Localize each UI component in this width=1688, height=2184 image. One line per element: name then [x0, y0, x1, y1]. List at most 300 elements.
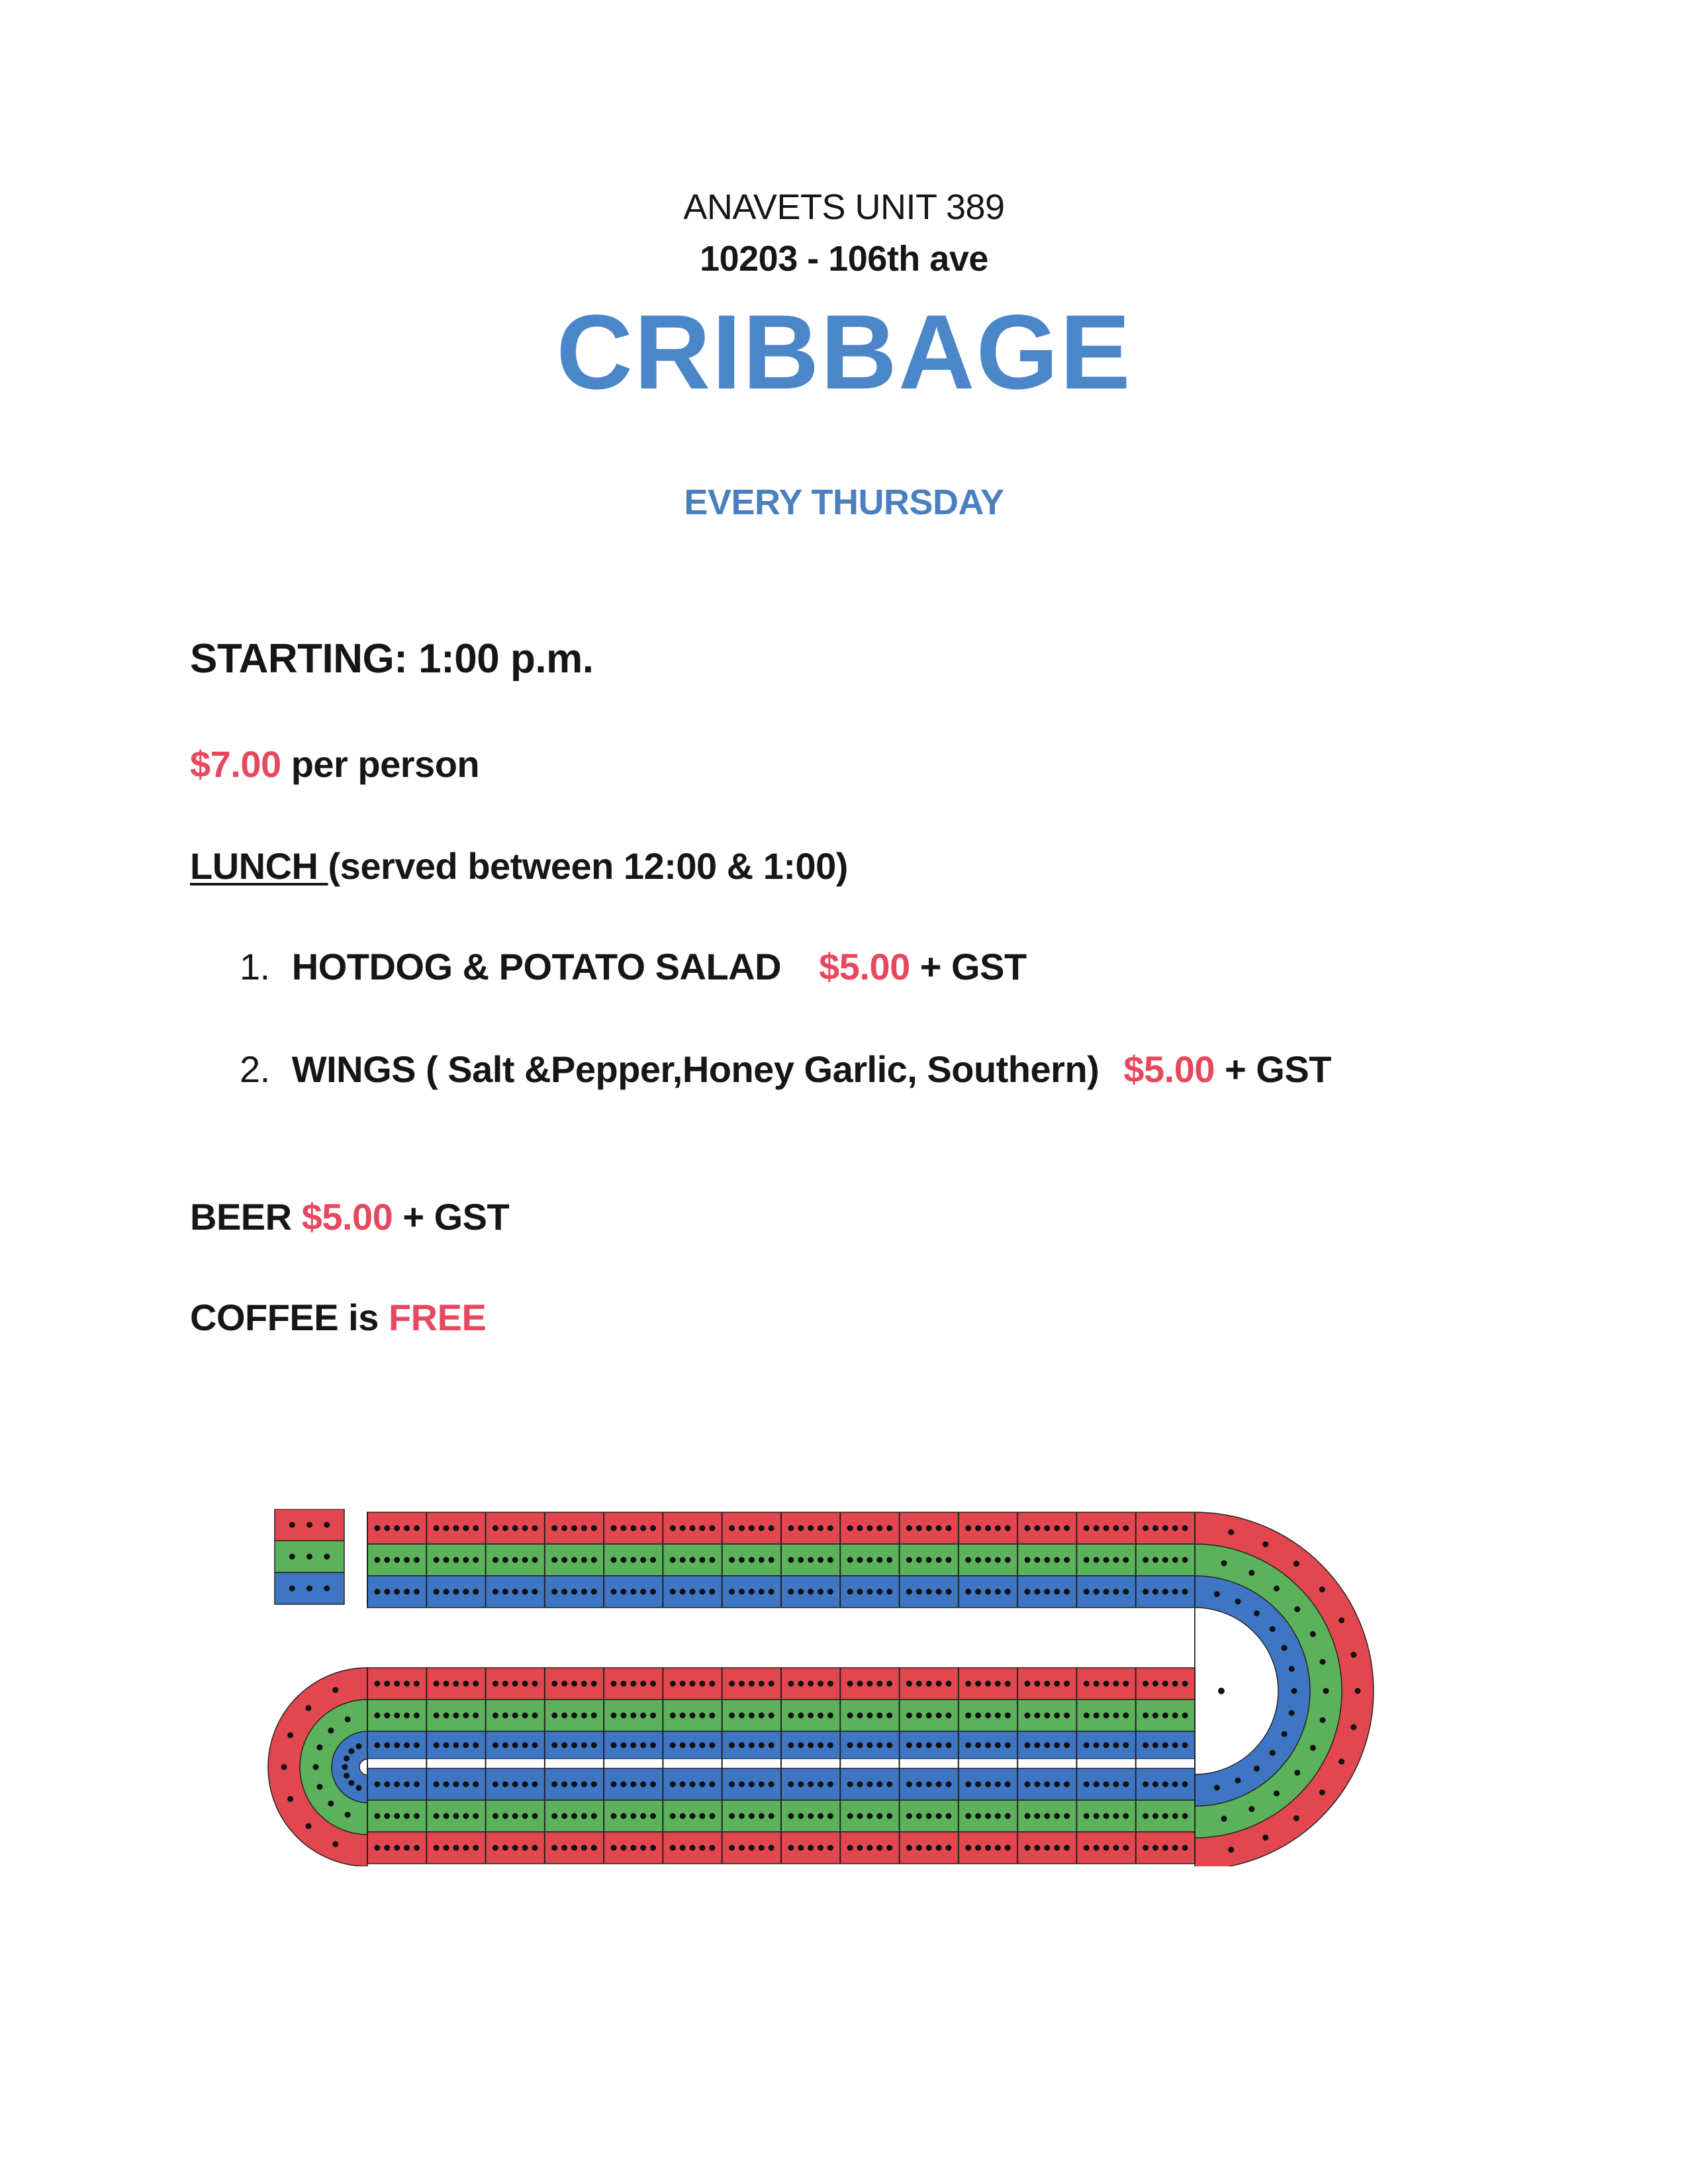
board-hole: [1320, 1717, 1326, 1723]
board-hole: [591, 1589, 597, 1595]
board-hole: [1172, 1845, 1178, 1851]
board-hole: [1152, 1681, 1158, 1687]
board-hole: [739, 1681, 745, 1687]
board-hole: [739, 1713, 745, 1719]
board-hole: [985, 1557, 991, 1563]
board-hole: [1094, 1557, 1100, 1563]
board-hole: [571, 1589, 577, 1595]
board-hole: [709, 1589, 715, 1595]
board-hole: [620, 1813, 626, 1819]
board-hole: [690, 1813, 696, 1819]
board-hole: [394, 1713, 400, 1719]
board-hole: [473, 1743, 479, 1749]
board-hole: [1005, 1782, 1011, 1788]
menu-item-price: $5.00: [1123, 1048, 1215, 1090]
board-hole: [532, 1589, 538, 1595]
board-hole: [1123, 1589, 1129, 1595]
board-hole: [876, 1713, 882, 1719]
board-hole: [1103, 1589, 1109, 1595]
board-hole: [916, 1713, 922, 1719]
board-hole: [313, 1764, 319, 1770]
board-hole: [876, 1589, 882, 1595]
board-hole: [650, 1845, 656, 1851]
board-hole: [630, 1713, 636, 1719]
board-hole: [739, 1845, 745, 1851]
board-hole: [512, 1813, 518, 1819]
board-hole: [886, 1743, 892, 1749]
board-hole: [690, 1743, 696, 1749]
board-hole: [857, 1525, 863, 1531]
board-hole: [620, 1782, 626, 1788]
org-name: ANAVETS UNIT 389: [683, 187, 1005, 227]
board-hole: [332, 1841, 338, 1847]
board-hole: [769, 1743, 774, 1749]
board-hole: [1152, 1557, 1158, 1563]
board-hole: [995, 1713, 1001, 1719]
board-hole: [1355, 1688, 1361, 1694]
board-hole: [414, 1782, 420, 1788]
board-hole: [640, 1557, 646, 1563]
board-hole: [591, 1713, 597, 1719]
board-hole: [1270, 1626, 1276, 1632]
board-hole: [906, 1525, 912, 1531]
board-hole: [453, 1782, 459, 1788]
board-hole: [414, 1743, 420, 1749]
board-hole: [1054, 1589, 1060, 1595]
board-hole: [906, 1845, 912, 1851]
board-hole: [1143, 1589, 1149, 1595]
board-hole: [1248, 1806, 1254, 1812]
board-hole: [827, 1681, 833, 1687]
coffee-label: COFFEE is: [190, 1297, 379, 1338]
board-hole: [561, 1713, 567, 1719]
board-hole: [709, 1713, 715, 1719]
cribbage-board-icon: [238, 1509, 1403, 1866]
board-hole: [1025, 1813, 1031, 1819]
board-hole: [788, 1782, 794, 1788]
board-hole: [1143, 1713, 1149, 1719]
board-hole: [759, 1713, 765, 1719]
board-hole: [985, 1713, 991, 1719]
board-hole: [453, 1743, 459, 1749]
lunch-label: LUNCH: [190, 845, 328, 887]
board-hole: [1235, 1778, 1241, 1784]
board-hole: [985, 1813, 991, 1819]
board-hole: [1025, 1713, 1031, 1719]
board-hole: [287, 1732, 293, 1738]
board-hole: [611, 1713, 617, 1719]
board-hole: [886, 1813, 892, 1819]
board-hole: [620, 1525, 626, 1531]
board-hole: [945, 1681, 951, 1687]
board-hole: [1182, 1525, 1188, 1531]
board-hole: [1034, 1713, 1040, 1719]
board-hole: [581, 1813, 587, 1819]
board-hole: [827, 1525, 833, 1531]
board-hole: [945, 1557, 951, 1563]
board-hole: [699, 1813, 705, 1819]
board-hole: [739, 1782, 745, 1788]
board-hole: [886, 1713, 892, 1719]
board-hole: [808, 1813, 814, 1819]
board-hole: [818, 1681, 823, 1687]
board-hole: [571, 1713, 577, 1719]
board-hole: [581, 1713, 587, 1719]
board-hole: [434, 1845, 440, 1851]
menu-item: [240, 1048, 1331, 1091]
board-hole: [444, 1589, 449, 1595]
board-hole: [1084, 1845, 1090, 1851]
board-hole: [1123, 1813, 1129, 1819]
board-hole: [463, 1681, 469, 1687]
board-hole: [1162, 1743, 1168, 1749]
board-hole: [1162, 1845, 1168, 1851]
board-hole: [886, 1845, 892, 1851]
board-hole: [1054, 1813, 1060, 1819]
board-hole: [1293, 1815, 1299, 1821]
board-hole: [926, 1743, 932, 1749]
board-hole: [906, 1743, 912, 1749]
board-hole: [591, 1557, 597, 1563]
board-hole: [906, 1557, 912, 1563]
board-hole: [374, 1525, 380, 1531]
board-hole: [749, 1681, 755, 1687]
board-hole: [818, 1557, 823, 1563]
board-hole: [444, 1813, 449, 1819]
board-hole: [1094, 1782, 1100, 1788]
board-hole: [344, 1773, 350, 1779]
board-hole: [788, 1813, 794, 1819]
board-hole: [749, 1845, 755, 1851]
board-hole: [551, 1743, 557, 1749]
board-hole: [729, 1713, 735, 1719]
board-hole: [1172, 1713, 1178, 1719]
board-hole: [571, 1743, 577, 1749]
board-hole: [512, 1782, 518, 1788]
board-hole: [384, 1813, 390, 1819]
board-hole: [906, 1713, 912, 1719]
board-hole: [749, 1813, 755, 1819]
board-hole: [945, 1525, 951, 1531]
board-hole: [1113, 1782, 1119, 1788]
board-hole: [453, 1713, 459, 1719]
board-hole: [1162, 1589, 1168, 1595]
board-hole: [502, 1845, 508, 1851]
board-hole: [434, 1589, 440, 1595]
board-hole: [444, 1845, 449, 1851]
board-hole: [1214, 1785, 1220, 1791]
board-hole: [699, 1713, 705, 1719]
board-hole: [630, 1557, 636, 1563]
board-hole: [798, 1557, 804, 1563]
board-hole: [1064, 1557, 1070, 1563]
board-hole: [995, 1557, 1001, 1563]
board-hole: [463, 1557, 469, 1563]
board-hole: [1034, 1782, 1040, 1788]
board-hole: [818, 1713, 823, 1719]
board-hole: [414, 1681, 420, 1687]
board-hole: [453, 1589, 459, 1595]
board-hole: [444, 1681, 449, 1687]
board-hole: [769, 1782, 774, 1788]
board-hole: [1172, 1681, 1178, 1687]
board-hole: [965, 1525, 971, 1531]
board-hole: [995, 1525, 1001, 1531]
beer-line: [190, 1195, 509, 1238]
board-hole: [512, 1743, 518, 1749]
board-hole: [759, 1557, 765, 1563]
board-hole: [847, 1525, 853, 1531]
board-hole: [473, 1845, 479, 1851]
board-hole: [709, 1845, 715, 1851]
board-hole: [680, 1713, 686, 1719]
board-hole: [394, 1525, 400, 1531]
board-hole: [463, 1782, 469, 1788]
board-hole: [551, 1525, 557, 1531]
board-hole: [414, 1525, 420, 1531]
board-hole: [328, 1727, 334, 1733]
board-hole: [1123, 1525, 1129, 1531]
board-hole: [965, 1743, 971, 1749]
board-hole: [985, 1743, 991, 1749]
board-hole: [916, 1681, 922, 1687]
price-line: [190, 743, 479, 786]
board-hole: [1094, 1845, 1100, 1851]
board-hole: [1034, 1681, 1040, 1687]
board-hole: [906, 1782, 912, 1788]
board-hole: [1172, 1743, 1178, 1749]
board-hole: [945, 1813, 951, 1819]
board-hole: [759, 1845, 765, 1851]
board-hole: [926, 1557, 932, 1563]
board-hole: [374, 1782, 380, 1788]
board-hole: [867, 1589, 872, 1595]
board-hole: [1162, 1713, 1168, 1719]
board-hole: [1143, 1845, 1149, 1851]
board-hole: [699, 1782, 705, 1788]
board-hole: [289, 1522, 295, 1528]
board-hole: [305, 1823, 311, 1829]
board-hole: [1025, 1743, 1031, 1749]
board-hole: [581, 1782, 587, 1788]
board-hole: [502, 1813, 508, 1819]
board-hole: [709, 1743, 715, 1749]
board-hole: [532, 1743, 538, 1749]
board-hole: [847, 1557, 853, 1563]
board-hole: [1282, 1645, 1288, 1651]
board-hole: [630, 1589, 636, 1595]
board-hole: [1054, 1845, 1060, 1851]
board-hole: [975, 1525, 981, 1531]
board-hole: [384, 1681, 390, 1687]
board-hole: [769, 1589, 774, 1595]
board-hole: [591, 1743, 597, 1749]
board-hole: [551, 1589, 557, 1595]
board-hole: [306, 1554, 312, 1560]
board-hole: [926, 1681, 932, 1687]
board-hole: [473, 1557, 479, 1563]
board-hole: [975, 1845, 981, 1851]
board-hole: [1274, 1790, 1280, 1796]
board-hole: [434, 1525, 440, 1531]
board-hole: [847, 1782, 853, 1788]
board-hole: [739, 1589, 745, 1595]
board-hole: [847, 1681, 853, 1687]
board-hole: [1084, 1713, 1090, 1719]
board-hole: [1005, 1681, 1011, 1687]
board-hole: [1162, 1681, 1168, 1687]
board-finish-hole: [1218, 1688, 1225, 1694]
board-hole: [1025, 1589, 1031, 1595]
board-hole: [1064, 1743, 1070, 1749]
board-hole: [591, 1813, 597, 1819]
board-hole: [611, 1743, 617, 1749]
board-hole: [788, 1743, 794, 1749]
board-hole: [680, 1557, 686, 1563]
board-hole: [1064, 1525, 1070, 1531]
board-hole: [581, 1681, 587, 1687]
board-hole: [788, 1525, 794, 1531]
menu-item-name: HOTDOG & POTATO SALAD: [291, 946, 782, 987]
board-hole: [640, 1743, 646, 1749]
board-hole: [1182, 1589, 1188, 1595]
board-hole: [867, 1743, 872, 1749]
board-hole: [522, 1813, 528, 1819]
board-hole: [1005, 1743, 1011, 1749]
board-hole: [1044, 1557, 1050, 1563]
board-hole: [1338, 1617, 1344, 1623]
board-hole: [1094, 1681, 1100, 1687]
board-hole: [965, 1713, 971, 1719]
board-hole: [492, 1713, 498, 1719]
board-hole: [847, 1813, 853, 1819]
board-hole: [798, 1589, 804, 1595]
board-hole: [690, 1589, 696, 1595]
board-hole: [1182, 1557, 1188, 1563]
board-hole: [808, 1557, 814, 1563]
board-hole: [1005, 1589, 1011, 1595]
board-hole: [749, 1589, 755, 1595]
board-hole: [473, 1782, 479, 1788]
board-hole: [522, 1557, 528, 1563]
board-hole: [985, 1845, 991, 1851]
board-hole: [611, 1681, 617, 1687]
board-hole: [975, 1782, 981, 1788]
board-hole: [532, 1681, 538, 1687]
board-hole: [680, 1525, 686, 1531]
board-hole: [463, 1589, 469, 1595]
board-hole: [1064, 1713, 1070, 1719]
board-hole: [1293, 1561, 1299, 1567]
board-hole: [876, 1681, 882, 1687]
board-hole: [1221, 1816, 1227, 1822]
board-hole: [324, 1554, 330, 1560]
board-hole: [965, 1557, 971, 1563]
board-hole: [287, 1796, 293, 1802]
board-hole: [492, 1782, 498, 1788]
board-hole: [1152, 1525, 1158, 1531]
board-hole: [1025, 1845, 1031, 1851]
board-hole: [561, 1782, 567, 1788]
board-hole: [670, 1743, 676, 1749]
board-hole: [1103, 1681, 1109, 1687]
board-hole: [1044, 1813, 1050, 1819]
board-hole: [650, 1713, 656, 1719]
board-hole: [1084, 1813, 1090, 1819]
board-hole: [1123, 1557, 1129, 1563]
board-hole: [581, 1743, 587, 1749]
board-hole: [916, 1589, 922, 1595]
board-hole: [1123, 1782, 1129, 1788]
board-hole: [1214, 1591, 1220, 1597]
board-hole: [1123, 1713, 1129, 1719]
board-hole: [404, 1845, 410, 1851]
board-hole: [857, 1589, 863, 1595]
board-hole: [926, 1589, 932, 1595]
board-hole: [975, 1813, 981, 1819]
board-hole: [857, 1813, 863, 1819]
board-hole: [492, 1589, 498, 1595]
menu-item-tax: + GST: [1225, 1048, 1331, 1090]
board-hole: [374, 1557, 380, 1563]
board-hole: [769, 1713, 774, 1719]
board-hole: [348, 1780, 354, 1786]
board-hole: [630, 1525, 636, 1531]
board-hole: [1064, 1845, 1070, 1851]
board-hole: [1228, 1846, 1234, 1852]
board-hole: [1005, 1557, 1011, 1563]
board-hole: [670, 1813, 676, 1819]
board-hole: [1064, 1813, 1070, 1819]
board-hole: [473, 1525, 479, 1531]
starting-label: STARTING:: [190, 636, 408, 682]
coffee-value: FREE: [388, 1297, 487, 1338]
board-hole: [975, 1713, 981, 1719]
board-hole: [699, 1525, 705, 1531]
board-hole: [316, 1745, 322, 1751]
board-hole: [630, 1681, 636, 1687]
board-hole: [827, 1589, 833, 1595]
board-hole: [886, 1557, 892, 1563]
board-hole: [1152, 1713, 1158, 1719]
board-hole: [650, 1813, 656, 1819]
board-hole: [640, 1782, 646, 1788]
board-hole: [1294, 1606, 1300, 1612]
board-hole: [1310, 1745, 1316, 1751]
board-hole: [690, 1557, 696, 1563]
board-hole: [906, 1681, 912, 1687]
board-hole: [444, 1743, 449, 1749]
board-hole: [394, 1782, 400, 1788]
board-hole: [1103, 1557, 1109, 1563]
board-hole: [847, 1743, 853, 1749]
board-hole: [1143, 1557, 1149, 1563]
board-hole: [670, 1557, 676, 1563]
board-hole: [512, 1681, 518, 1687]
board-hole: [739, 1525, 745, 1531]
board-hole: [571, 1782, 577, 1788]
board-hole: [522, 1782, 528, 1788]
board-hole: [1143, 1782, 1149, 1788]
board-hole: [473, 1713, 479, 1719]
board-hole: [1005, 1845, 1011, 1851]
board-hole: [434, 1813, 440, 1819]
board-hole: [995, 1743, 1001, 1749]
menu-item-price: $5.00: [819, 946, 910, 987]
board-hole: [324, 1522, 330, 1528]
board-hole: [1228, 1529, 1234, 1535]
board-hole: [916, 1525, 922, 1531]
